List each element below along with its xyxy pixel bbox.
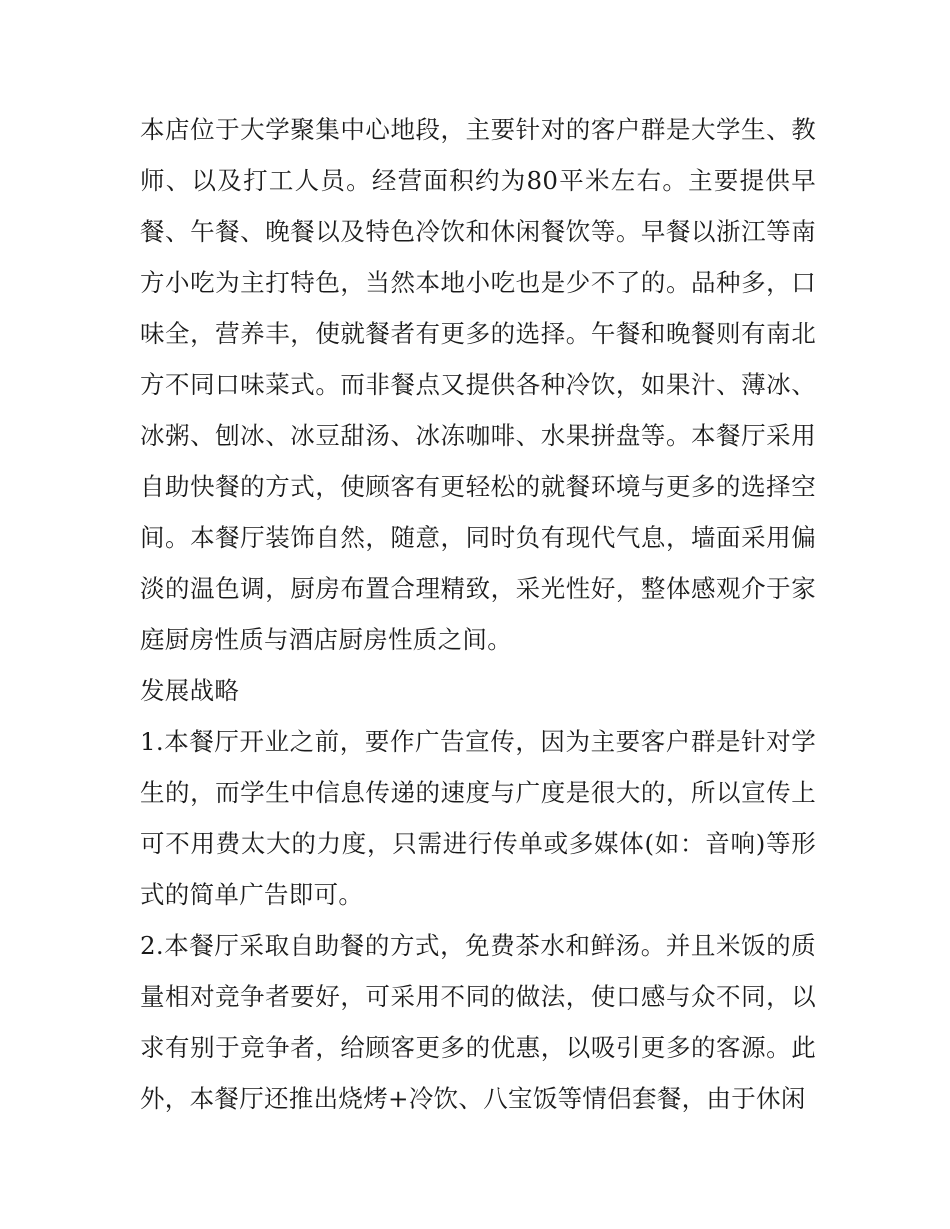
strategy-point-1: 1.本餐厅开业之前，要作广告宣传，因为主要客户群是针对学生的，而学生中信息传递的速度与广度是很大的，所以宣传上可不用费太大的力度，只需进行传单或多媒体(如：音响)等形式的简单广告即可。 [140, 727, 816, 909]
intro-paragraph: 本店位于大学聚集中心地段，主要针对的客户群是大学生、教师、以及打工人员。经营面积约为80平米左右。主要提供早餐、午餐、晚餐以及特色冷饮和休闲餐饮等。早餐以浙江等南方小吃为主打特色，当然本地小吃也是少不了的。品种多，口味全，营养丰，使就餐者有更多的选择。午餐和晚餐则有南北方不同口味菜式。而非餐点又提供各种冷饮，如果汁、薄冰、冰粥、刨冰、冰豆甜汤、冰冻咖啡、水果拼盘等。本餐厅采用自助快餐的方式，使顾客有更轻松的就餐环境与更多的选择空间。本餐厅装饰自然，随意，同时负有现代气息，墙面采用偏淡的温色调，厨房布置合理精致，采光性好，整体感观介于家庭厨房性质与酒店厨房性质之间。 [140, 115, 816, 654]
strategy-point-2: 2.本餐厅采取自助餐的方式，免费茶水和鲜汤。并且米饭的质量相对竞争者要好，可采用不同的做法，使口感与众不同，以求有别于竞争者，给顾客更多的优惠，以吸引更多的客源。此外，本餐厅还推出烧烤+冷饮、八宝饭等情侣套餐，由于休闲 [140, 931, 816, 1113]
document-body [140, 104, 816, 1124]
section-heading: 发展战略 [140, 676, 240, 705]
